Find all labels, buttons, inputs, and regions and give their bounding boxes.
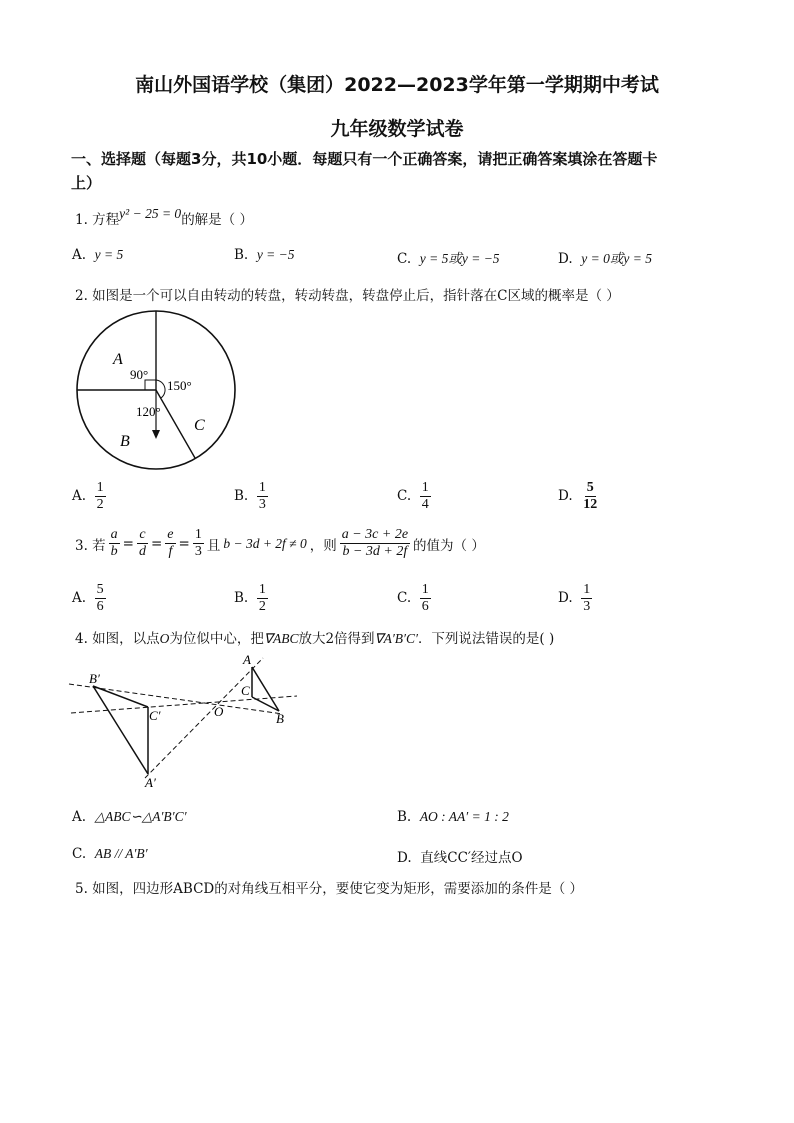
q3-option-d[interactable] bbox=[558, 582, 592, 615]
option-fraction bbox=[257, 582, 268, 615]
option-letter: B. bbox=[397, 809, 412, 825]
den: 2 bbox=[96, 497, 104, 512]
option-letter: A. bbox=[72, 809, 87, 825]
q2-option-c[interactable] bbox=[397, 480, 431, 513]
q3-frac-3 bbox=[165, 527, 175, 560]
num: 1 bbox=[583, 582, 591, 597]
option-letter: A. bbox=[72, 590, 87, 606]
den: f bbox=[168, 544, 173, 559]
num: a − 3c + 2e bbox=[341, 527, 409, 542]
label-a: A bbox=[243, 652, 251, 667]
option-letter: C. bbox=[397, 488, 412, 504]
option-fraction bbox=[95, 480, 106, 513]
option-fraction bbox=[420, 480, 431, 513]
q3-option-a[interactable] bbox=[72, 582, 106, 615]
num: c bbox=[139, 527, 146, 542]
angle-120-label: 120° bbox=[136, 404, 161, 419]
option-text: y = −5 bbox=[256, 247, 295, 262]
q3-prefix: 3. 若 bbox=[75, 537, 106, 554]
num: 1 bbox=[421, 480, 429, 495]
q4-point-o: O bbox=[159, 631, 170, 646]
q3-condition: b − 3d + 2f ≠ 0 bbox=[223, 535, 307, 551]
q4-triangle-1: ∇ABC bbox=[263, 631, 299, 646]
option-text: △ABC∽△A′B′C′ bbox=[94, 809, 187, 824]
q1-option-a[interactable] bbox=[72, 247, 123, 263]
label-o: O bbox=[214, 704, 224, 719]
option-text: AO : AA′ = 1 : 2 bbox=[419, 809, 509, 824]
q3-frac-1 bbox=[109, 527, 120, 560]
homothety-figure bbox=[65, 650, 305, 792]
option-letter: B. bbox=[234, 488, 249, 504]
num: 1 bbox=[96, 480, 104, 495]
option-letter: D. bbox=[558, 251, 573, 267]
den: 3 bbox=[194, 544, 202, 559]
question-2: 2. 如图是一个可以自由转动的转盘，转动转盘，转盘停止后，指针落在C区域的概率是（ ） bbox=[75, 288, 620, 304]
q4-stem-d: ．下列说法错误的是( ) bbox=[417, 631, 555, 647]
den: b − 3d + 2f bbox=[342, 544, 408, 559]
num: 1 bbox=[194, 527, 202, 542]
segment-b1a1 bbox=[93, 686, 148, 774]
label-a: A bbox=[113, 351, 123, 368]
q1-prefix: 1. 方程 bbox=[75, 212, 120, 228]
pointer-arrow-icon bbox=[152, 430, 160, 439]
option-letter: D. bbox=[558, 488, 573, 504]
q2-option-d[interactable] bbox=[558, 480, 599, 513]
section-heading-cont: 上） bbox=[71, 174, 102, 192]
q4-option-d[interactable] bbox=[397, 846, 523, 866]
q4-stem-c: 放大2倍得到 bbox=[298, 631, 375, 647]
question-4 bbox=[75, 627, 554, 647]
option-letter: C. bbox=[397, 590, 412, 606]
angle-90-label: 90° bbox=[130, 367, 149, 382]
q4-option-b[interactable] bbox=[397, 809, 509, 825]
option-letter: B. bbox=[234, 590, 249, 606]
den: 12 bbox=[583, 497, 598, 512]
label-b-prime: B′ bbox=[89, 671, 100, 686]
label-c: C bbox=[194, 417, 205, 434]
num: a bbox=[110, 527, 118, 542]
angle-150-label: 150° bbox=[167, 378, 192, 393]
q3-option-b[interactable] bbox=[234, 582, 268, 615]
q4-stem-b: 为位似中心，把 bbox=[169, 631, 264, 647]
q2-option-b[interactable] bbox=[234, 480, 268, 513]
q1-option-b[interactable] bbox=[234, 247, 295, 263]
den: b bbox=[110, 544, 118, 559]
option-letter: D. bbox=[397, 850, 412, 866]
den: 6 bbox=[421, 599, 429, 614]
den: 6 bbox=[96, 599, 104, 614]
section-heading: 一、选择题（每题3分，共10小题．每题只有一个正确答案，请把正确答案填涂在答题卡 bbox=[71, 150, 658, 168]
label-b: B bbox=[276, 711, 284, 726]
q3-frac-4 bbox=[193, 527, 204, 560]
option-letter: B. bbox=[234, 247, 249, 263]
den: 2 bbox=[258, 599, 266, 614]
option-fraction bbox=[581, 582, 592, 615]
q4-triangle-2: ∇A′B′C′ bbox=[374, 631, 418, 646]
q3-frac-2 bbox=[137, 527, 148, 560]
option-text: AB // A′B′ bbox=[94, 846, 148, 861]
dashed-line-aa bbox=[145, 658, 263, 778]
q2-option-a[interactable] bbox=[72, 480, 106, 513]
q1-suffix: 的解是（ ） bbox=[181, 212, 253, 228]
label-c-prime: C′ bbox=[149, 708, 161, 723]
den: 4 bbox=[421, 497, 429, 512]
q1-option-c[interactable] bbox=[397, 247, 500, 267]
spinner-figure bbox=[70, 308, 245, 476]
num: 1 bbox=[421, 582, 429, 597]
equals-sign: = bbox=[178, 535, 190, 552]
den: d bbox=[138, 544, 146, 559]
option-letter: C. bbox=[72, 846, 87, 862]
page-subtitle: 九年级数学试卷 bbox=[330, 118, 464, 140]
option-letter: C. bbox=[397, 251, 412, 267]
q1-equation: y² − 25 = 0 bbox=[119, 206, 182, 221]
question-1 bbox=[75, 208, 253, 228]
q3-then: ，则 bbox=[309, 537, 337, 554]
num: 1 bbox=[258, 480, 266, 495]
q3-suffix: 的值为（ ） bbox=[413, 537, 485, 554]
equals-sign: = bbox=[122, 535, 134, 552]
num: 5 bbox=[586, 480, 594, 495]
option-letter: D. bbox=[558, 590, 573, 606]
option-fraction bbox=[581, 480, 599, 513]
q3-mid: 且 bbox=[206, 537, 221, 554]
label-c: C bbox=[241, 683, 250, 698]
question-5: 5. 如图，四边形ABCD的对角线互相平分，要使它变为矩形，需要添加的条件是（ ） bbox=[75, 881, 584, 897]
option-letter: A. bbox=[72, 488, 87, 504]
option-fraction bbox=[257, 480, 268, 513]
q1-option-d[interactable] bbox=[558, 247, 652, 267]
q3-option-c[interactable] bbox=[397, 582, 431, 615]
equals-sign: = bbox=[150, 535, 163, 552]
q4-option-a[interactable] bbox=[72, 809, 187, 825]
segment-b1c1 bbox=[93, 686, 148, 707]
option-fraction bbox=[95, 582, 106, 615]
option-text: y = 5或y = −5 bbox=[419, 251, 500, 266]
option-text: 直线CC′经过点O bbox=[420, 850, 523, 866]
label-b: B bbox=[120, 433, 130, 450]
num: 5 bbox=[96, 582, 104, 597]
label-a-prime: A′ bbox=[145, 775, 156, 790]
page-title: 南山外国语学校（集团）2022—2023学年第一学期期中考试 bbox=[135, 74, 659, 96]
divider-lower-right bbox=[156, 390, 195, 458]
num: e bbox=[167, 527, 174, 542]
num: 1 bbox=[258, 582, 266, 597]
option-text: y = 5 bbox=[94, 247, 124, 262]
question-3 bbox=[75, 527, 485, 560]
option-text: y = 0或y = 5 bbox=[581, 251, 652, 266]
q4-stem-a: 4. 如图，以点 bbox=[75, 631, 160, 647]
den: 3 bbox=[258, 497, 266, 512]
option-fraction bbox=[420, 582, 431, 615]
q4-option-c[interactable] bbox=[72, 846, 148, 862]
option-letter: A. bbox=[72, 247, 87, 263]
q3-big-fraction bbox=[340, 527, 410, 560]
den: 3 bbox=[583, 599, 591, 614]
angle-arc-150 bbox=[156, 380, 165, 398]
